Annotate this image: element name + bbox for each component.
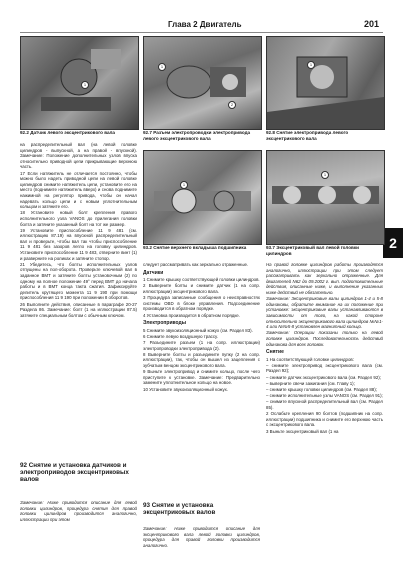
photo-caption-5: 93.7 Эксцентриковый вал левой головки цилиндров (266, 245, 359, 256)
paragraph: Замечание: Эксцентриковые валы цилиндров 1-4 и 5-8 одинаковы, обратите внимание на их положение при установке: эксцентриковые валы устанавливаются в зависимости от того, на какой стороне относительно эксцентрикового вала цилиндров №№1-4 или №№5-8 установлен магнитный кольцо. (266, 296, 383, 330)
paragraph: Замечание: Ниже приводится описание для левой головки цилиндров, процедура снятия для правой головки цилиндров производится аналогично, иллюстрации при этом (20, 500, 137, 522)
engine-photo (144, 151, 261, 244)
photo-caption-4: 93.2 Снятие верхнего вкладыша подшипника (143, 245, 247, 250)
bullet: – снимите исполнительные узлы VANOS (см. Раздел 91); (266, 393, 383, 399)
step: 5 Снимите звукоизоляционный кожух (см. Раздел 83). (143, 327, 253, 333)
step: 4 Установка производится в обратном порядке. (143, 312, 240, 318)
bullet-text: снимите впускной распределительный вал (см. Раздел 85). (266, 399, 383, 410)
step: 8 Выверните болты и разъедините пупку (2 на сопр. иллюстрации), так, чтобы он вышел из зацепления с зубчатым венцом эксцентрикового вала. (143, 351, 260, 369)
photo-caption-1: 92.2 Датчик левого эксцентрикового вала (20, 130, 115, 135)
step: 2 Выверните болты и снимите датчик (1 на сопр. иллюстрации) эксцентрикового вала. (143, 283, 260, 294)
engine-photo (21, 37, 138, 129)
step: 7 Разъедините разъем (1 на сопр. иллюстрации) электропроводки электропривода (2). (143, 340, 260, 351)
chapter-title: Глава 2 Двигатель (168, 20, 242, 29)
bullet: – снимите датчик эксцентрикового вала (см. Раздел 92); (266, 374, 381, 380)
paragraph: 26 Выполните действия, описанные в параграфе 20-27 Раздела 86. Замечание: болт (1 на иллюстрации 87.5) затяните специальным болтом с обычным ключом. (20, 301, 137, 318)
subheading-removal: Снятие (266, 349, 284, 356)
paragraph: следует рассматривать как зеркально отраженные. (143, 262, 249, 267)
subheading-sensors: Датчики (143, 269, 164, 276)
photo-bearing (143, 150, 262, 245)
callout-1: 1 (158, 63, 166, 71)
bullet-text: снимите крышку головки цилиндров (см. Раздел 88); (269, 387, 377, 393)
bullet: – выверните свечи зажигания (см. Главу 1); (266, 380, 355, 386)
paragraph: 17 Если натяжитель не отличается постоянно, чтобы можно было надеть приводной цепи на левой головке цилиндров снимите натяжитель цепи, установите его на место (поднимите натяжитель вверх) и снова поднимите нажимной на регулятор привода, чтобы он начал надевать кольцо цепи и с новым уплотнительным кольцом и затяните его. (20, 170, 137, 210)
bullet: – снимите электропривод эксцентрикового вала (см. Раздел 92); (266, 362, 383, 374)
column-2b-text (143, 526, 260, 560)
photo-sensor-left (20, 36, 139, 130)
column-1-text (20, 142, 137, 459)
paragraph: на распределительный вал (на левой головке цилиндров - выпускной, а на правой - впускной). Замечание: Положение дополнительных узлов впуска относительно приводной цепи прикрывающие верхнюю часть. (20, 142, 137, 170)
subheading-motors: Электроприводы (143, 320, 186, 327)
engine-photo (267, 151, 384, 244)
paragraph: На правой головке цилиндров работы производятся аналогично, иллюстрации при этом следует рассматривать как зеркально отраженные. Для двигателей N62 до 09.2002 г. вып. подготовительные действия, описанные ниже, и выполнение указанных ниже действий не обязательно. (266, 262, 383, 295)
section-heading-92: 92 Снятие и установка датчиков и электроприводов эксцентриковых валов (20, 462, 129, 484)
bullet-text: снимите исполнительные узлы VANOS (см. Раздел 91); (269, 393, 383, 399)
paragraph: 18 Установите новый болт крепления правого исполнительного узла VANOS до прилегания головки болта и затяните указанный болт на тот же размер. (20, 210, 137, 227)
column-2-text (143, 262, 260, 492)
bullet-text: снимите датчик эксцентрикового вала (см. Раздел 92); (269, 374, 381, 380)
section-heading-93: 93 Снятие и установка эксцентриковых валов (143, 502, 216, 517)
column-1b-text (20, 500, 137, 558)
callout-1: 1 (307, 61, 315, 69)
step: 10 Установите звукоизоляционный кожух. (143, 386, 229, 392)
step: 3 Процедура записанные сообщения о неисправностях системы OBD в блоке управления. Подсоединение производится в обратном порядке. (143, 295, 260, 312)
photo-connector (143, 36, 262, 130)
photo-motor-removal (266, 36, 385, 130)
callout-1: 1 (81, 81, 89, 89)
bullet: – снимите крышку головки цилиндров (см. Раздел 88); (266, 387, 377, 393)
paragraph: Замечание: Операции показаны только на левой головке цилиндров. Последовательность действий одинакова для всех головок. (266, 330, 383, 347)
step: 3 Выньте эксцентриковый вал (1 на (266, 428, 339, 434)
step: 6 Снимите левую воздушную трассу. (143, 333, 219, 339)
page-header (20, 20, 383, 33)
photo-caption-2: 92.7 Разъем электропроводки электропривода левого эксцентрикового вала (143, 130, 251, 141)
engine-photo (267, 37, 384, 129)
engine-photo (144, 37, 261, 129)
bullet: – снимите впускной распределительный вал (см. Раздел 85). (266, 399, 383, 410)
step: 1 Снимите крышку соответствующей головки цилиндров. (143, 277, 260, 283)
paragraph: 21 Убедитесь, что болты исполнительных узлов отпущены на пол-оборота. Проверьте ключевой вал в заданное ВМТ и затяните болты установочным (2) по одному на полное положение 49° перед ВМТ до начала работы и в ВМТ конца такта сжатия. Зафиксируйте делитель крутящего момента 11 9 190 при помощи приспособления 11 9 190 при положении 8 оборотов. (20, 261, 137, 301)
paragraph: Замечание: Ниже приводится описание для эксцентрикового вала левой головки цилиндров, процедура для правой головки производится аналогично. (143, 526, 260, 548)
step: 9 Выньте электропривод и снимите кольцо, после чего приступите к установке. Замечание: Предварительно замените уплотнительное кольцо на новое. (143, 369, 260, 386)
step: 1 На соответствующей головке цилиндров: (266, 356, 354, 362)
bullet-text: снимите электропривод эксцентрикового вала (см. Раздел 92); (266, 362, 383, 374)
photo-eccentric-shaft (266, 150, 385, 245)
column-3-text (266, 262, 383, 560)
paragraph: 19 Установите приспособление 11 9 481 (см. иллюстрацию 87.19) на впускной распределительный вал и проверьте, чтобы вал так чтобы приспособление 11 9 481 без зазоров легло на головку цилиндров. Установите приспособление 11 9 483, отверните винт (1) и разверните на роликах и затяните стопор. (20, 227, 137, 261)
callout-2: 2 (228, 101, 236, 109)
photo-caption-3: 92.8 Снятие электропривода левого эксцентрикового вала (266, 130, 349, 141)
bullet-text: выверните свечи зажигания (см. Главу 1); (269, 380, 355, 386)
page-number: 201 (363, 19, 379, 29)
callout-1: 1 (180, 181, 188, 189)
callout-1: 1 (321, 171, 329, 179)
step: 2 Ослабьте крепления 90 болтов (подшипник на сопр. иллюстрации) подшипника и снимите его верхнюю часть с эксцентрикового вала. (266, 411, 383, 428)
chapter-tab: 2 (383, 228, 403, 258)
